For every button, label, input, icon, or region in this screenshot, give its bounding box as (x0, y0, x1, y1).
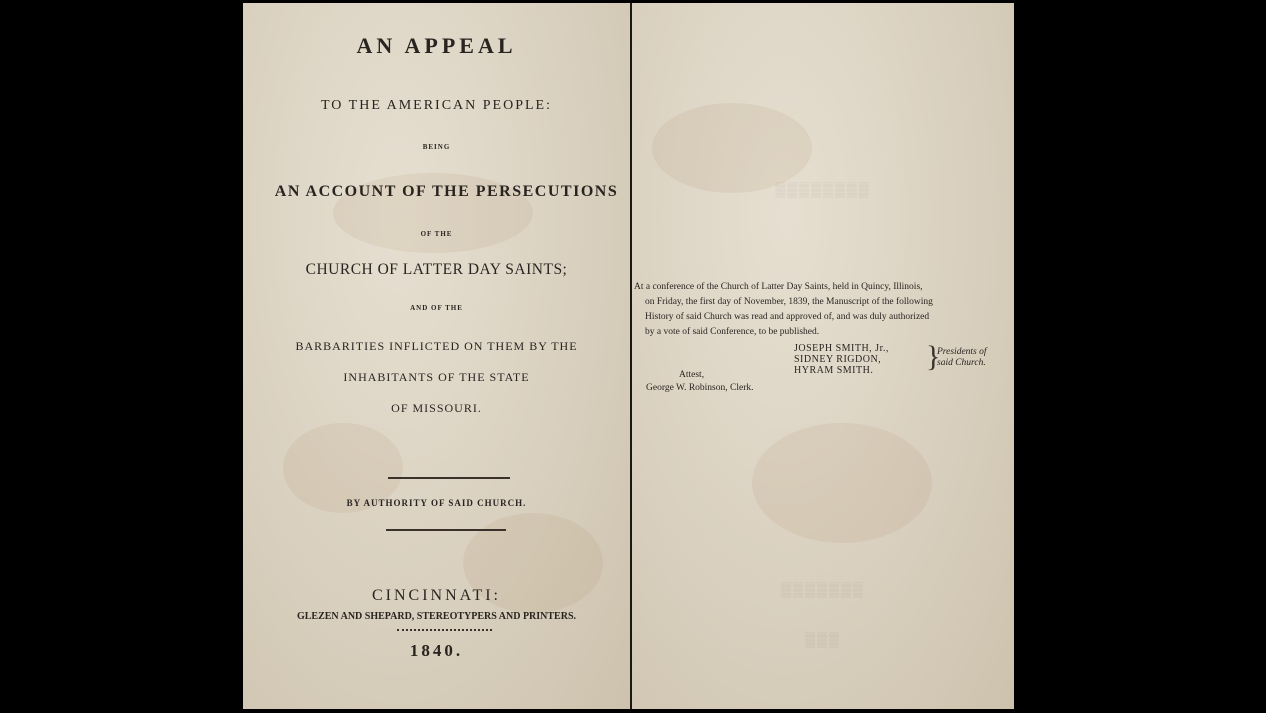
verso-page (632, 3, 1014, 709)
subtitle-missouri: OF MISSOURI. (391, 401, 482, 415)
subtitle-inhabitants: INHABITANTS OF THE STATE (343, 370, 530, 384)
authority-line: BY AUTHORITY OF SAID CHURCH. (346, 498, 527, 508)
rule-divider (388, 477, 510, 479)
presidents-line: Presidents of (937, 347, 987, 357)
conference-note (634, 280, 1006, 340)
note-line: by a vote of said Conference, to be published. (645, 327, 820, 337)
presidents-line: said Church. (937, 358, 986, 368)
subtitle-barbarities: BARBARITIES INFLICTED ON THEM BY THE (295, 339, 578, 353)
bleed-through-text: ▒▒▒ (805, 633, 841, 648)
imprint-year: 1840. (409, 641, 464, 660)
presidents-label (937, 347, 987, 369)
note-line: At a conference of the Church of Latter Day Saints, held in Quincy, Illinois, (634, 282, 923, 292)
subtitle-account: AN ACCOUNT OF THE PERSECUTIONS (274, 183, 619, 200)
subtitle-of-the: OF THE (420, 230, 453, 238)
signatory: JOSEPH SMITH, Jr., (794, 343, 889, 354)
note-line: on Friday, the first day of November, 1839, the Manuscript of the following (645, 297, 933, 307)
signatory: HYRAM SMITH. (794, 365, 874, 376)
subtitle-church: CHURCH OF LATTER DAY SAINTS; (305, 261, 568, 278)
signatory: SIDNEY RIGDON, (794, 354, 882, 365)
bleed-through-text: ▒▒▒▒▒▒▒ (781, 583, 865, 598)
clerk-signature: George W. Robinson, Clerk. (646, 383, 754, 393)
rule-divider (386, 529, 506, 531)
imprint-printers: GLEZEN AND SHEPARD, STEREOTYPERS AND PRINTERS. (296, 611, 577, 622)
title-page (243, 3, 630, 709)
note-line: History of said Church was read and approved of, and was duly authorized (645, 312, 930, 322)
paper-stain (652, 103, 812, 193)
brace-icon: } (926, 340, 941, 373)
book-title: AN APPEAL (356, 33, 517, 58)
subtitle-and-of-the: AND OF THE (410, 304, 463, 312)
bleed-through-text: ▒▒▒▒▒▒▒▒ (775, 183, 871, 198)
imprint-city: CINCINNATI: (372, 587, 501, 604)
dotted-rule (397, 629, 492, 631)
paper-stain (752, 423, 932, 543)
attest-label: Attest, (679, 370, 705, 380)
subtitle-being: BEING (422, 143, 451, 151)
subtitle-to: TO THE AMERICAN PEOPLE: (321, 98, 552, 113)
